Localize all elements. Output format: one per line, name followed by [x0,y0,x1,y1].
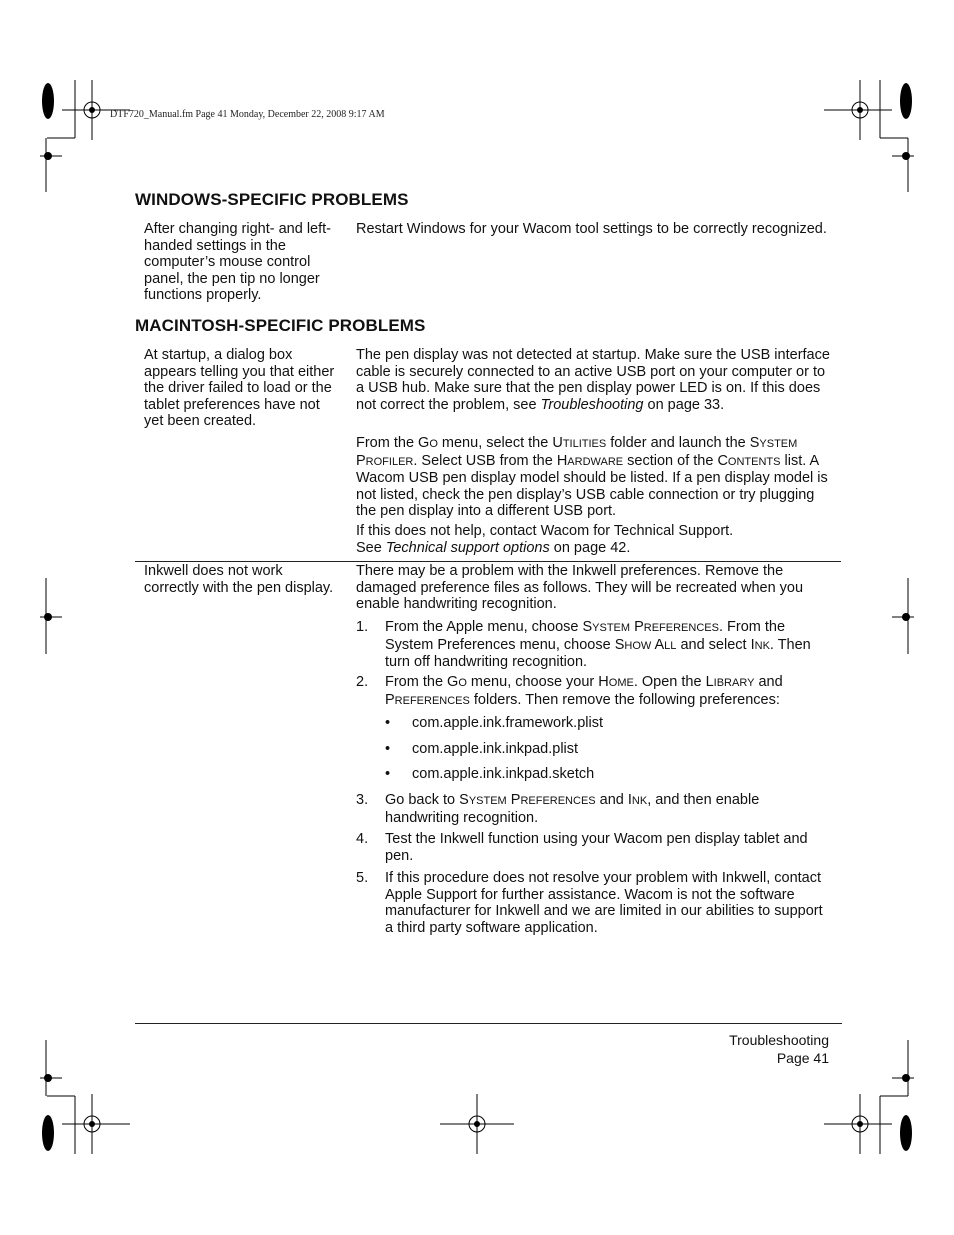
footer-section: Troubleshooting [729,1032,829,1048]
step-4: 4. Test the Inkwell function using your Wacom pen display tablet and pen. [356,831,808,864]
link-technical-support-options[interactable]: Technical support options [385,539,550,556]
bullet-item: • com.apple.ink.framework.plist [385,715,603,731]
section-title-windows: WINDOWS-SPECIFIC PROBLEMS [135,190,409,209]
file-info-header: DTF720_Manual.fm Page 41 Monday, December 22, 2008 9:17 AM [110,109,385,120]
mac-solution-inkwell-intro: There may be a problem with the Inkwell preferences. Remove the damaged preference files as follows. They will be recreated when you enable handwriting recognition. [356,563,804,613]
step-2: 2. From the GO menu, choose your HOME. Open the LIBRARY and PREFERENCES folders. Then remove the following preferences: [356,674,783,708]
mac-solution-startup-p2: From the GO menu, select the UTILITIES folder and launch the SYSTEM PROFILER. Select USB from the HARDWARE section of the CONTENTS list. A Wacom USB pen display model should be listed. If a pen display model is not listed, check the pen display’s USB cable connection or try plugging the pen display into a different USB port. [356,435,828,520]
mac-problem-startup: At startup, a dialog box appears telling you that either the driver failed to load or the tablet preferences have not yet been created. [144,347,335,430]
step-1: 1. From the Apple menu, choose SYSTEM PREFERENCES. From the System Preferences menu, choose SHOW ALL and select INK. Then turn off handwriting recognition. [356,619,811,671]
bullet-item: • com.apple.ink.inkpad.sketch [385,766,595,782]
footer-page-number: Page 41 [776,1050,829,1066]
windows-solution: Restart Windows for your Wacom tool settings to be correctly recognized. [356,221,827,237]
mac-solution-startup-p3: If this does not help, contact Wacom for Technical Support. See Technical support options on page 42. [356,523,734,556]
footer-rule [135,1023,842,1024]
mac-solution-startup-p1: The pen display was not detected at startup. Make sure the USB interface cable is securely connected to an active USB port on your computer or to a USB hub. Make sure that the pen display power LED is on. If this does not correct the problem, see Troubleshooting on page 33. [356,347,830,413]
mac-problem-inkwell: Inkwell does not work correctly with the pen display. [144,563,334,596]
link-troubleshooting[interactable]: Troubleshooting [540,396,644,413]
footer [600,1031,829,1067]
windows-problem: After changing right- and left-handed settings in the computer’s mouse control panel, the pen tip no longer functions properly. [144,221,331,304]
section-title-macintosh: MACINTOSH-SPECIFIC PROBLEMS [135,316,426,335]
bullet-item: • com.apple.ink.inkpad.plist [385,741,579,757]
step-5: 5. If this procedure does not resolve your problem with Inkwell, contact Apple Support for further assistance. Wacom is not the software manufacturer for Inkwell and we are limited in our abilities to support a third party software application. [356,870,823,936]
table-divider [135,561,841,562]
step-3: 3. Go back to SYSTEM PREFERENCES and INK, and then enable handwriting recognition. [356,792,760,826]
